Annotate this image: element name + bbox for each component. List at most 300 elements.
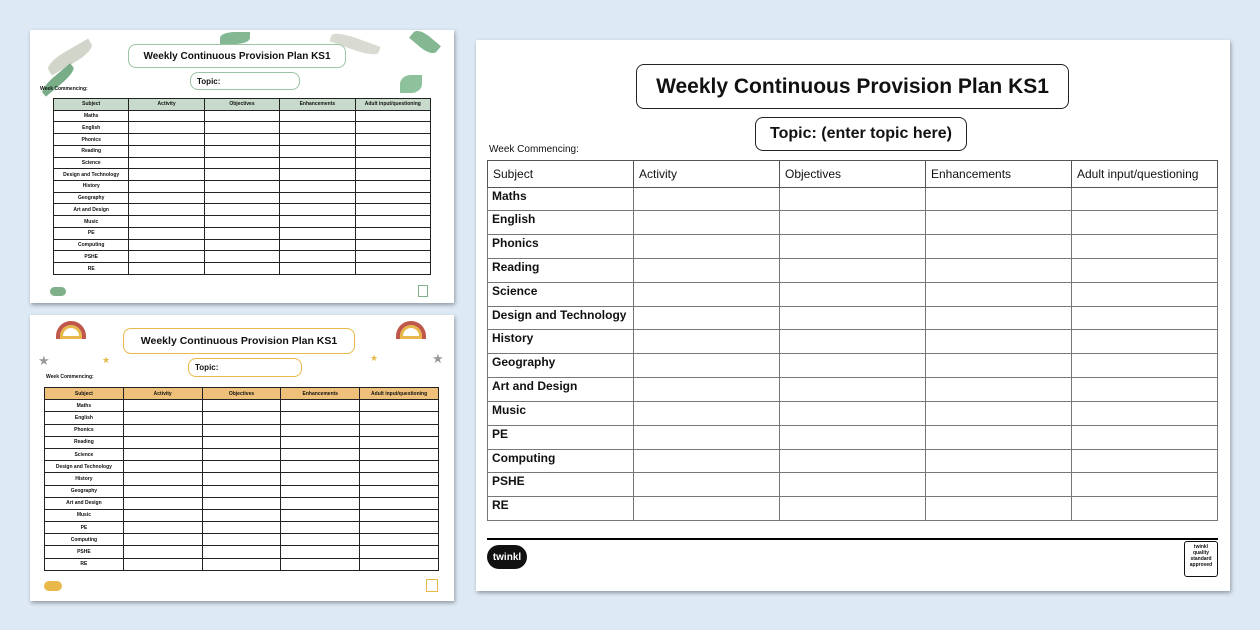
table-row xyxy=(488,378,1218,402)
table-row xyxy=(488,259,1218,283)
table-row xyxy=(54,134,431,146)
plan-cell[interactable] xyxy=(926,401,1072,425)
plan-cell[interactable] xyxy=(360,461,439,473)
subject-cell: Music xyxy=(54,216,129,228)
plan-cell[interactable] xyxy=(129,239,204,251)
plan-cell[interactable] xyxy=(360,485,439,497)
plan-cell[interactable] xyxy=(1072,449,1218,473)
rainbow-icon xyxy=(56,321,86,339)
plan-cell[interactable] xyxy=(281,509,360,521)
subject-cell: PE xyxy=(488,425,634,449)
plan-cell[interactable] xyxy=(204,181,279,193)
plan-cell[interactable] xyxy=(634,449,780,473)
plan-cell[interactable] xyxy=(780,354,926,378)
subject-cell: Phonics xyxy=(54,134,129,146)
document-title: Weekly Continuous Provision Plan KS1 xyxy=(128,44,346,68)
plan-cell[interactable] xyxy=(634,306,780,330)
plan-cell[interactable] xyxy=(281,436,360,448)
subject-cell: PSHE xyxy=(54,251,129,263)
table-row xyxy=(54,204,431,216)
twinkl-logo-icon: twinkl xyxy=(487,545,527,569)
table-row xyxy=(54,216,431,228)
plan-cell[interactable] xyxy=(780,211,926,235)
plan-cell[interactable] xyxy=(1072,473,1218,497)
plan-cell[interactable] xyxy=(204,216,279,228)
subject-cell: Phonics xyxy=(45,424,124,436)
plan-cell[interactable] xyxy=(1072,235,1218,259)
plan-cell[interactable] xyxy=(780,306,926,330)
plan-cell[interactable] xyxy=(1072,259,1218,283)
plan-cell[interactable] xyxy=(355,157,430,169)
plan-cell[interactable] xyxy=(123,412,202,424)
plan-cell[interactable] xyxy=(123,400,202,412)
plan-cell[interactable] xyxy=(926,473,1072,497)
plan-cell[interactable] xyxy=(123,461,202,473)
table-row xyxy=(488,401,1218,425)
table-row xyxy=(45,448,439,460)
plan-cell[interactable] xyxy=(1072,378,1218,402)
plan-cell[interactable] xyxy=(202,424,281,436)
subject-cell: Music xyxy=(45,509,124,521)
table-row xyxy=(488,425,1218,449)
plan-cell[interactable] xyxy=(204,110,279,122)
plan-cell[interactable] xyxy=(634,259,780,283)
plan-table xyxy=(44,387,439,571)
column-header: Adult input/questioning xyxy=(360,388,439,400)
plan-cell[interactable] xyxy=(281,522,360,534)
column-header: Objectives xyxy=(204,99,279,111)
plan-cell[interactable] xyxy=(280,134,355,146)
plan-cell[interactable] xyxy=(204,251,279,263)
table-row xyxy=(488,211,1218,235)
plan-cell[interactable] xyxy=(280,169,355,181)
plan-cell[interactable] xyxy=(123,534,202,546)
table-row xyxy=(488,235,1218,259)
plan-cell[interactable] xyxy=(202,558,281,570)
plan-cell[interactable] xyxy=(780,449,926,473)
header-row xyxy=(54,99,431,111)
table-row xyxy=(54,192,431,204)
leaf-decoration-icon xyxy=(220,32,250,44)
plan-cell[interactable] xyxy=(204,169,279,181)
table-row xyxy=(45,424,439,436)
table-row xyxy=(488,306,1218,330)
subject-cell: Maths xyxy=(54,110,129,122)
plan-cell[interactable] xyxy=(1072,306,1218,330)
twinkl-logo-icon xyxy=(50,287,66,296)
topic-field: Topic: xyxy=(188,358,302,377)
quality-badge-icon xyxy=(418,285,428,297)
plan-cell[interactable] xyxy=(634,425,780,449)
plan-cell[interactable] xyxy=(204,263,279,275)
plan-cell[interactable] xyxy=(1072,425,1218,449)
header-row xyxy=(45,388,439,400)
plan-cell[interactable] xyxy=(129,204,204,216)
plan-cell[interactable] xyxy=(280,157,355,169)
plan-cell[interactable] xyxy=(202,509,281,521)
subject-cell: Music xyxy=(488,401,634,425)
plan-cell[interactable] xyxy=(634,211,780,235)
subject-cell: History xyxy=(54,181,129,193)
plan-cell[interactable] xyxy=(281,412,360,424)
plan-cell[interactable] xyxy=(355,134,430,146)
plan-cell[interactable] xyxy=(926,259,1072,283)
subject-cell: RE xyxy=(488,497,634,521)
plan-cell[interactable] xyxy=(360,448,439,460)
plan-cell[interactable] xyxy=(360,522,439,534)
column-header: Objectives xyxy=(780,161,926,188)
plan-cell[interactable] xyxy=(280,192,355,204)
plan-cell[interactable] xyxy=(360,534,439,546)
plan-cell[interactable] xyxy=(355,192,430,204)
plan-cell[interactable] xyxy=(280,145,355,157)
document-title: Weekly Continuous Provision Plan KS1 xyxy=(123,328,355,354)
plan-cell[interactable] xyxy=(1072,330,1218,354)
plan-cell[interactable] xyxy=(129,134,204,146)
table-row xyxy=(54,145,431,157)
plan-cell[interactable] xyxy=(281,534,360,546)
black-white-preview xyxy=(476,40,1230,591)
plan-cell[interactable] xyxy=(281,424,360,436)
star-icon: ★ xyxy=(38,353,50,368)
subject-cell: Phonics xyxy=(488,235,634,259)
subject-cell: Reading xyxy=(45,436,124,448)
plan-cell[interactable] xyxy=(355,263,430,275)
plan-cell[interactable] xyxy=(926,378,1072,402)
plan-cell[interactable] xyxy=(634,401,780,425)
table-row xyxy=(45,461,439,473)
column-header: Activity xyxy=(123,388,202,400)
table-row xyxy=(45,436,439,448)
subject-cell: Design and Technology xyxy=(45,461,124,473)
subject-cell: English xyxy=(54,122,129,134)
plan-cell[interactable] xyxy=(202,436,281,448)
plan-cell[interactable] xyxy=(202,497,281,509)
plan-cell[interactable] xyxy=(926,354,1072,378)
leaf-decoration-icon xyxy=(409,27,441,57)
plan-cell[interactable] xyxy=(204,204,279,216)
column-header: Enhancements xyxy=(280,99,355,111)
table-row xyxy=(54,181,431,193)
quality-badge: twinkl quality standard approved xyxy=(1184,541,1218,577)
subject-cell: History xyxy=(488,330,634,354)
plan-cell[interactable] xyxy=(355,181,430,193)
plan-cell[interactable] xyxy=(780,259,926,283)
plan-cell[interactable] xyxy=(281,546,360,558)
plan-cell[interactable] xyxy=(280,263,355,275)
plan-cell[interactable] xyxy=(780,187,926,211)
subject-cell: English xyxy=(488,211,634,235)
column-header: Subject xyxy=(54,99,129,111)
plan-cell[interactable] xyxy=(360,558,439,570)
plan-cell[interactable] xyxy=(129,157,204,169)
table-row xyxy=(45,412,439,424)
plan-cell[interactable] xyxy=(355,204,430,216)
plan-cell[interactable] xyxy=(202,473,281,485)
plan-cell[interactable] xyxy=(1072,401,1218,425)
leaf-decoration-icon xyxy=(400,75,422,93)
plan-cell[interactable] xyxy=(926,330,1072,354)
plan-cell[interactable] xyxy=(204,122,279,134)
subject-cell: Maths xyxy=(45,400,124,412)
plan-cell[interactable] xyxy=(360,546,439,558)
plan-cell[interactable] xyxy=(926,235,1072,259)
plan-cell[interactable] xyxy=(780,282,926,306)
plan-cell[interactable] xyxy=(926,425,1072,449)
plan-cell[interactable] xyxy=(634,187,780,211)
plan-cell[interactable] xyxy=(129,181,204,193)
subject-cell: Science xyxy=(488,282,634,306)
topic-field: Topic: xyxy=(190,72,300,90)
plan-cell[interactable] xyxy=(355,227,430,239)
plan-cell[interactable] xyxy=(202,522,281,534)
plan-cell[interactable] xyxy=(204,145,279,157)
plan-cell[interactable] xyxy=(123,546,202,558)
table-row xyxy=(54,157,431,169)
column-header: Enhancements xyxy=(926,161,1072,188)
plan-cell[interactable] xyxy=(926,497,1072,521)
plan-cell[interactable] xyxy=(202,412,281,424)
table-row xyxy=(488,354,1218,378)
plan-cell[interactable] xyxy=(123,473,202,485)
subject-cell: Geography xyxy=(45,485,124,497)
plan-cell[interactable] xyxy=(780,235,926,259)
plan-cell[interactable] xyxy=(780,401,926,425)
plan-cell[interactable] xyxy=(281,558,360,570)
table-row xyxy=(54,110,431,122)
plan-cell[interactable] xyxy=(123,485,202,497)
subject-cell: Computing xyxy=(45,534,124,546)
plan-cell[interactable] xyxy=(123,424,202,436)
footer-divider xyxy=(487,538,1218,540)
plan-cell[interactable] xyxy=(123,522,202,534)
subject-cell: Art and Design xyxy=(54,204,129,216)
plan-cell[interactable] xyxy=(280,251,355,263)
green-theme-preview xyxy=(30,30,454,303)
plan-cell[interactable] xyxy=(280,216,355,228)
table-row xyxy=(45,485,439,497)
column-header: Objectives xyxy=(202,388,281,400)
subject-cell: PSHE xyxy=(488,473,634,497)
subject-cell: English xyxy=(45,412,124,424)
plan-cell[interactable] xyxy=(129,169,204,181)
plan-cell[interactable] xyxy=(634,354,780,378)
plan-cell[interactable] xyxy=(280,110,355,122)
subject-cell: PSHE xyxy=(45,546,124,558)
plan-cell[interactable] xyxy=(281,400,360,412)
table-row xyxy=(45,400,439,412)
table-row xyxy=(45,473,439,485)
plan-cell[interactable] xyxy=(202,546,281,558)
quality-badge-icon xyxy=(426,579,438,592)
plan-cell[interactable] xyxy=(360,509,439,521)
plan-cell[interactable] xyxy=(129,192,204,204)
star-icon: ★ xyxy=(370,353,379,363)
plan-cell[interactable] xyxy=(926,306,1072,330)
subject-cell: Design and Technology xyxy=(54,169,129,181)
plan-cell[interactable] xyxy=(1072,354,1218,378)
plan-cell[interactable] xyxy=(634,378,780,402)
plan-cell[interactable] xyxy=(281,461,360,473)
plan-cell[interactable] xyxy=(123,436,202,448)
plan-cell[interactable] xyxy=(280,204,355,216)
plan-cell[interactable] xyxy=(780,330,926,354)
plan-cell[interactable] xyxy=(280,122,355,134)
twinkl-logo-icon xyxy=(44,581,62,591)
plan-cell[interactable] xyxy=(202,461,281,473)
document-title: Weekly Continuous Provision Plan KS1 xyxy=(636,64,1069,109)
plan-cell[interactable] xyxy=(129,263,204,275)
rainbow-icon xyxy=(396,321,426,339)
plan-cell[interactable] xyxy=(634,473,780,497)
table-row xyxy=(54,122,431,134)
subject-cell: Reading xyxy=(54,145,129,157)
plan-cell[interactable] xyxy=(1072,497,1218,521)
plan-cell[interactable] xyxy=(780,378,926,402)
column-header: Activity xyxy=(634,161,780,188)
table-row xyxy=(54,227,431,239)
plan-cell[interactable] xyxy=(202,485,281,497)
plan-cell[interactable] xyxy=(281,448,360,460)
plan-table xyxy=(53,98,431,275)
week-commencing-label: Week Commencing: xyxy=(46,374,94,380)
table-row xyxy=(488,330,1218,354)
column-header: Enhancements xyxy=(281,388,360,400)
plan-cell[interactable] xyxy=(355,145,430,157)
week-commencing-label: Week Commencing: xyxy=(40,86,88,92)
plan-cell[interactable] xyxy=(202,400,281,412)
plan-cell[interactable] xyxy=(1072,282,1218,306)
plan-cell[interactable] xyxy=(129,216,204,228)
table-row xyxy=(488,187,1218,211)
plan-cell[interactable] xyxy=(280,181,355,193)
subject-cell: Geography xyxy=(488,354,634,378)
plan-cell[interactable] xyxy=(355,122,430,134)
subject-cell: Art and Design xyxy=(45,497,124,509)
plan-cell[interactable] xyxy=(780,425,926,449)
subject-cell: History xyxy=(45,473,124,485)
column-header: Subject xyxy=(45,388,124,400)
table-row xyxy=(54,169,431,181)
plan-cell[interactable] xyxy=(280,227,355,239)
plan-cell[interactable] xyxy=(634,497,780,521)
subject-cell: Design and Technology xyxy=(488,306,634,330)
plan-cell[interactable] xyxy=(926,282,1072,306)
plan-cell[interactable] xyxy=(355,216,430,228)
table-row xyxy=(54,263,431,275)
plan-cell[interactable] xyxy=(634,330,780,354)
subject-cell: RE xyxy=(45,558,124,570)
plan-cell[interactable] xyxy=(360,424,439,436)
table-row xyxy=(488,473,1218,497)
plan-table xyxy=(487,160,1218,521)
plan-cell[interactable] xyxy=(926,211,1072,235)
header-row xyxy=(488,161,1218,188)
column-header: Adult input/questioning xyxy=(1072,161,1218,188)
plan-cell[interactable] xyxy=(355,169,430,181)
subject-cell: PE xyxy=(45,522,124,534)
plan-cell[interactable] xyxy=(634,282,780,306)
subject-cell: Science xyxy=(45,448,124,460)
table-row xyxy=(45,497,439,509)
subject-cell: PE xyxy=(54,227,129,239)
table-row xyxy=(45,558,439,570)
plan-cell[interactable] xyxy=(129,227,204,239)
plan-cell[interactable] xyxy=(634,235,780,259)
plan-cell[interactable] xyxy=(360,497,439,509)
plan-cell[interactable] xyxy=(129,145,204,157)
subject-cell: Computing xyxy=(488,449,634,473)
plan-cell[interactable] xyxy=(129,110,204,122)
plan-cell[interactable] xyxy=(280,239,355,251)
plan-cell[interactable] xyxy=(123,448,202,460)
plan-cell[interactable] xyxy=(123,509,202,521)
plan-cell[interactable] xyxy=(204,157,279,169)
rainbow-theme-preview xyxy=(30,315,454,601)
plan-cell[interactable] xyxy=(360,412,439,424)
plan-cell[interactable] xyxy=(780,497,926,521)
star-icon: ★ xyxy=(102,355,111,365)
table-row xyxy=(488,497,1218,521)
plan-cell[interactable] xyxy=(202,534,281,546)
plan-cell[interactable] xyxy=(281,497,360,509)
plan-cell[interactable] xyxy=(123,558,202,570)
plan-cell[interactable] xyxy=(1072,211,1218,235)
plan-cell[interactable] xyxy=(360,400,439,412)
table-row xyxy=(488,282,1218,306)
plan-cell[interactable] xyxy=(780,473,926,497)
subject-cell: Maths xyxy=(488,187,634,211)
topic-field: Topic: (enter topic here) xyxy=(755,117,967,151)
plan-cell[interactable] xyxy=(281,485,360,497)
plan-cell[interactable] xyxy=(355,239,430,251)
plan-cell[interactable] xyxy=(360,473,439,485)
subject-cell: Computing xyxy=(54,239,129,251)
plan-cell[interactable] xyxy=(926,187,1072,211)
column-header: Subject xyxy=(488,161,634,188)
column-header: Activity xyxy=(129,99,204,111)
table-row xyxy=(45,509,439,521)
plan-cell[interactable] xyxy=(204,134,279,146)
plan-cell[interactable] xyxy=(1072,187,1218,211)
subject-cell: Art and Design xyxy=(488,378,634,402)
plan-cell[interactable] xyxy=(355,110,430,122)
subject-cell: Science xyxy=(54,157,129,169)
plan-cell[interactable] xyxy=(129,251,204,263)
plan-cell[interactable] xyxy=(204,239,279,251)
subject-cell: Geography xyxy=(54,192,129,204)
plan-cell[interactable] xyxy=(129,122,204,134)
plan-cell[interactable] xyxy=(281,473,360,485)
plan-cell[interactable] xyxy=(926,449,1072,473)
subject-cell: Reading xyxy=(488,259,634,283)
subject-cell: RE xyxy=(54,263,129,275)
table-row xyxy=(54,239,431,251)
week-commencing-label: Week Commencing: xyxy=(489,144,579,155)
star-icon: ★ xyxy=(432,351,444,366)
table-row xyxy=(45,546,439,558)
plan-cell[interactable] xyxy=(123,497,202,509)
plan-cell[interactable] xyxy=(204,227,279,239)
table-row xyxy=(45,522,439,534)
table-row xyxy=(488,449,1218,473)
plan-cell[interactable] xyxy=(204,192,279,204)
plan-cell[interactable] xyxy=(355,251,430,263)
table-row xyxy=(54,251,431,263)
table-row xyxy=(45,534,439,546)
plan-cell[interactable] xyxy=(360,436,439,448)
plan-cell[interactable] xyxy=(202,448,281,460)
